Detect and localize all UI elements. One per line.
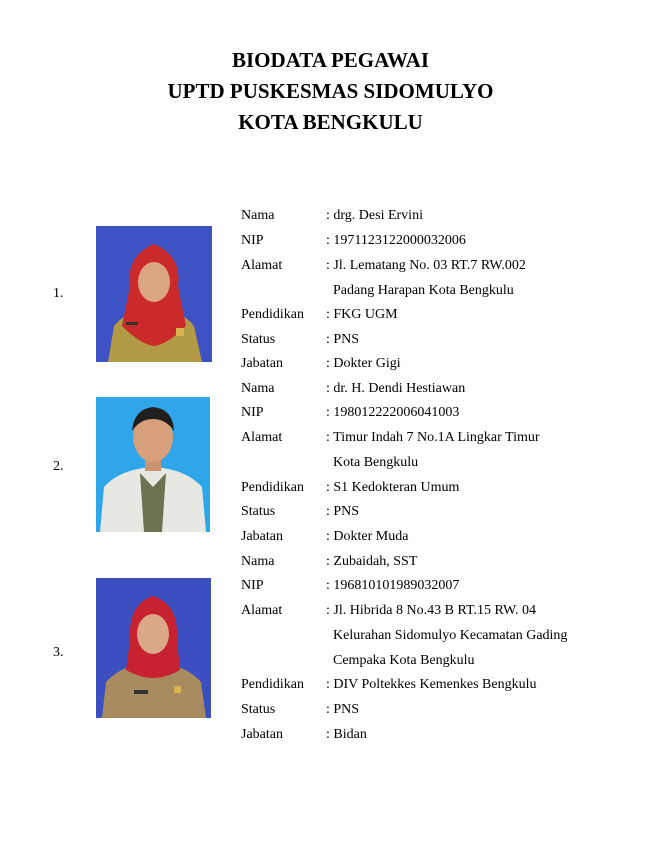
value-nip: : 196810101989032007 (326, 578, 460, 593)
employee-photo (96, 226, 212, 362)
label-pendidikan: Pendidikan (241, 677, 304, 692)
label-alamat: Alamat (241, 603, 283, 618)
label-status: Status (241, 504, 276, 519)
value-nama: : dr. H. Dendi Hestiawan (326, 381, 466, 396)
document-title (0, 45, 661, 138)
employee-photo (96, 578, 211, 718)
title-line-2: UPTD PUSKESMAS SIDOMULYO (167, 79, 494, 103)
label-nip: NIP (241, 405, 264, 420)
value-jabatan: : Dokter Gigi (326, 356, 401, 371)
value-status: : PNS (326, 702, 360, 717)
value-nip: : 198012222006041003 (326, 405, 460, 420)
title-line-3: KOTA BENGKULU (238, 110, 423, 134)
label-jabatan: Jabatan (241, 727, 283, 742)
label-status: Status (241, 332, 276, 347)
label-alamat: Alamat (241, 258, 283, 273)
label-status: Status (241, 702, 276, 717)
entry-number: 3. (53, 645, 64, 660)
label-nama: Nama (241, 554, 275, 569)
value-alamat-line-2: Kelurahan Sidomulyo Kecamatan Gading (333, 628, 568, 643)
entry-number: 1. (53, 286, 64, 301)
value-alamat-line-1: : Jl. Lematang No. 03 RT.7 RW.002 (326, 258, 526, 273)
value-status: : PNS (326, 504, 360, 519)
label-nama: Nama (241, 381, 275, 396)
value-alamat-line-1: : Timur Indah 7 No.1A Lingkar Timur (326, 430, 540, 445)
label-pendidikan: Pendidikan (241, 480, 304, 495)
label-jabatan: Jabatan (241, 529, 283, 544)
label-nama: Nama (241, 208, 275, 223)
value-jabatan: : Dokter Muda (326, 529, 409, 544)
label-alamat: Alamat (241, 430, 283, 445)
value-nama: : drg. Desi Ervini (326, 208, 423, 223)
entry-number: 2. (53, 459, 64, 474)
value-nip: : 1971123122000032006 (326, 233, 466, 248)
title-line-1: BIODATA PEGAWAI (231, 48, 429, 72)
label-jabatan: Jabatan (241, 356, 283, 371)
value-status: : PNS (326, 332, 360, 347)
value-nama: : Zubaidah, SST (326, 554, 418, 569)
label-nip: NIP (241, 578, 264, 593)
value-pendidikan: : DIV Poltekkes Kemenkes Bengkulu (326, 677, 537, 692)
value-alamat-line-2: Kota Bengkulu (333, 455, 419, 470)
employee-photo (96, 397, 210, 532)
value-jabatan: : Bidan (326, 727, 367, 742)
value-alamat-line-3: Cempaka Kota Bengkulu (333, 653, 475, 668)
value-alamat-line-2: Padang Harapan Kota Bengkulu (333, 283, 514, 298)
value-pendidikan: : FKG UGM (326, 307, 398, 322)
value-pendidikan: : S1 Kedokteran Umum (326, 480, 460, 495)
label-nip: NIP (241, 233, 264, 248)
label-pendidikan: Pendidikan (241, 307, 304, 322)
value-alamat-line-1: : Jl. Hibrida 8 No.43 B RT.15 RW. 04 (326, 603, 536, 618)
